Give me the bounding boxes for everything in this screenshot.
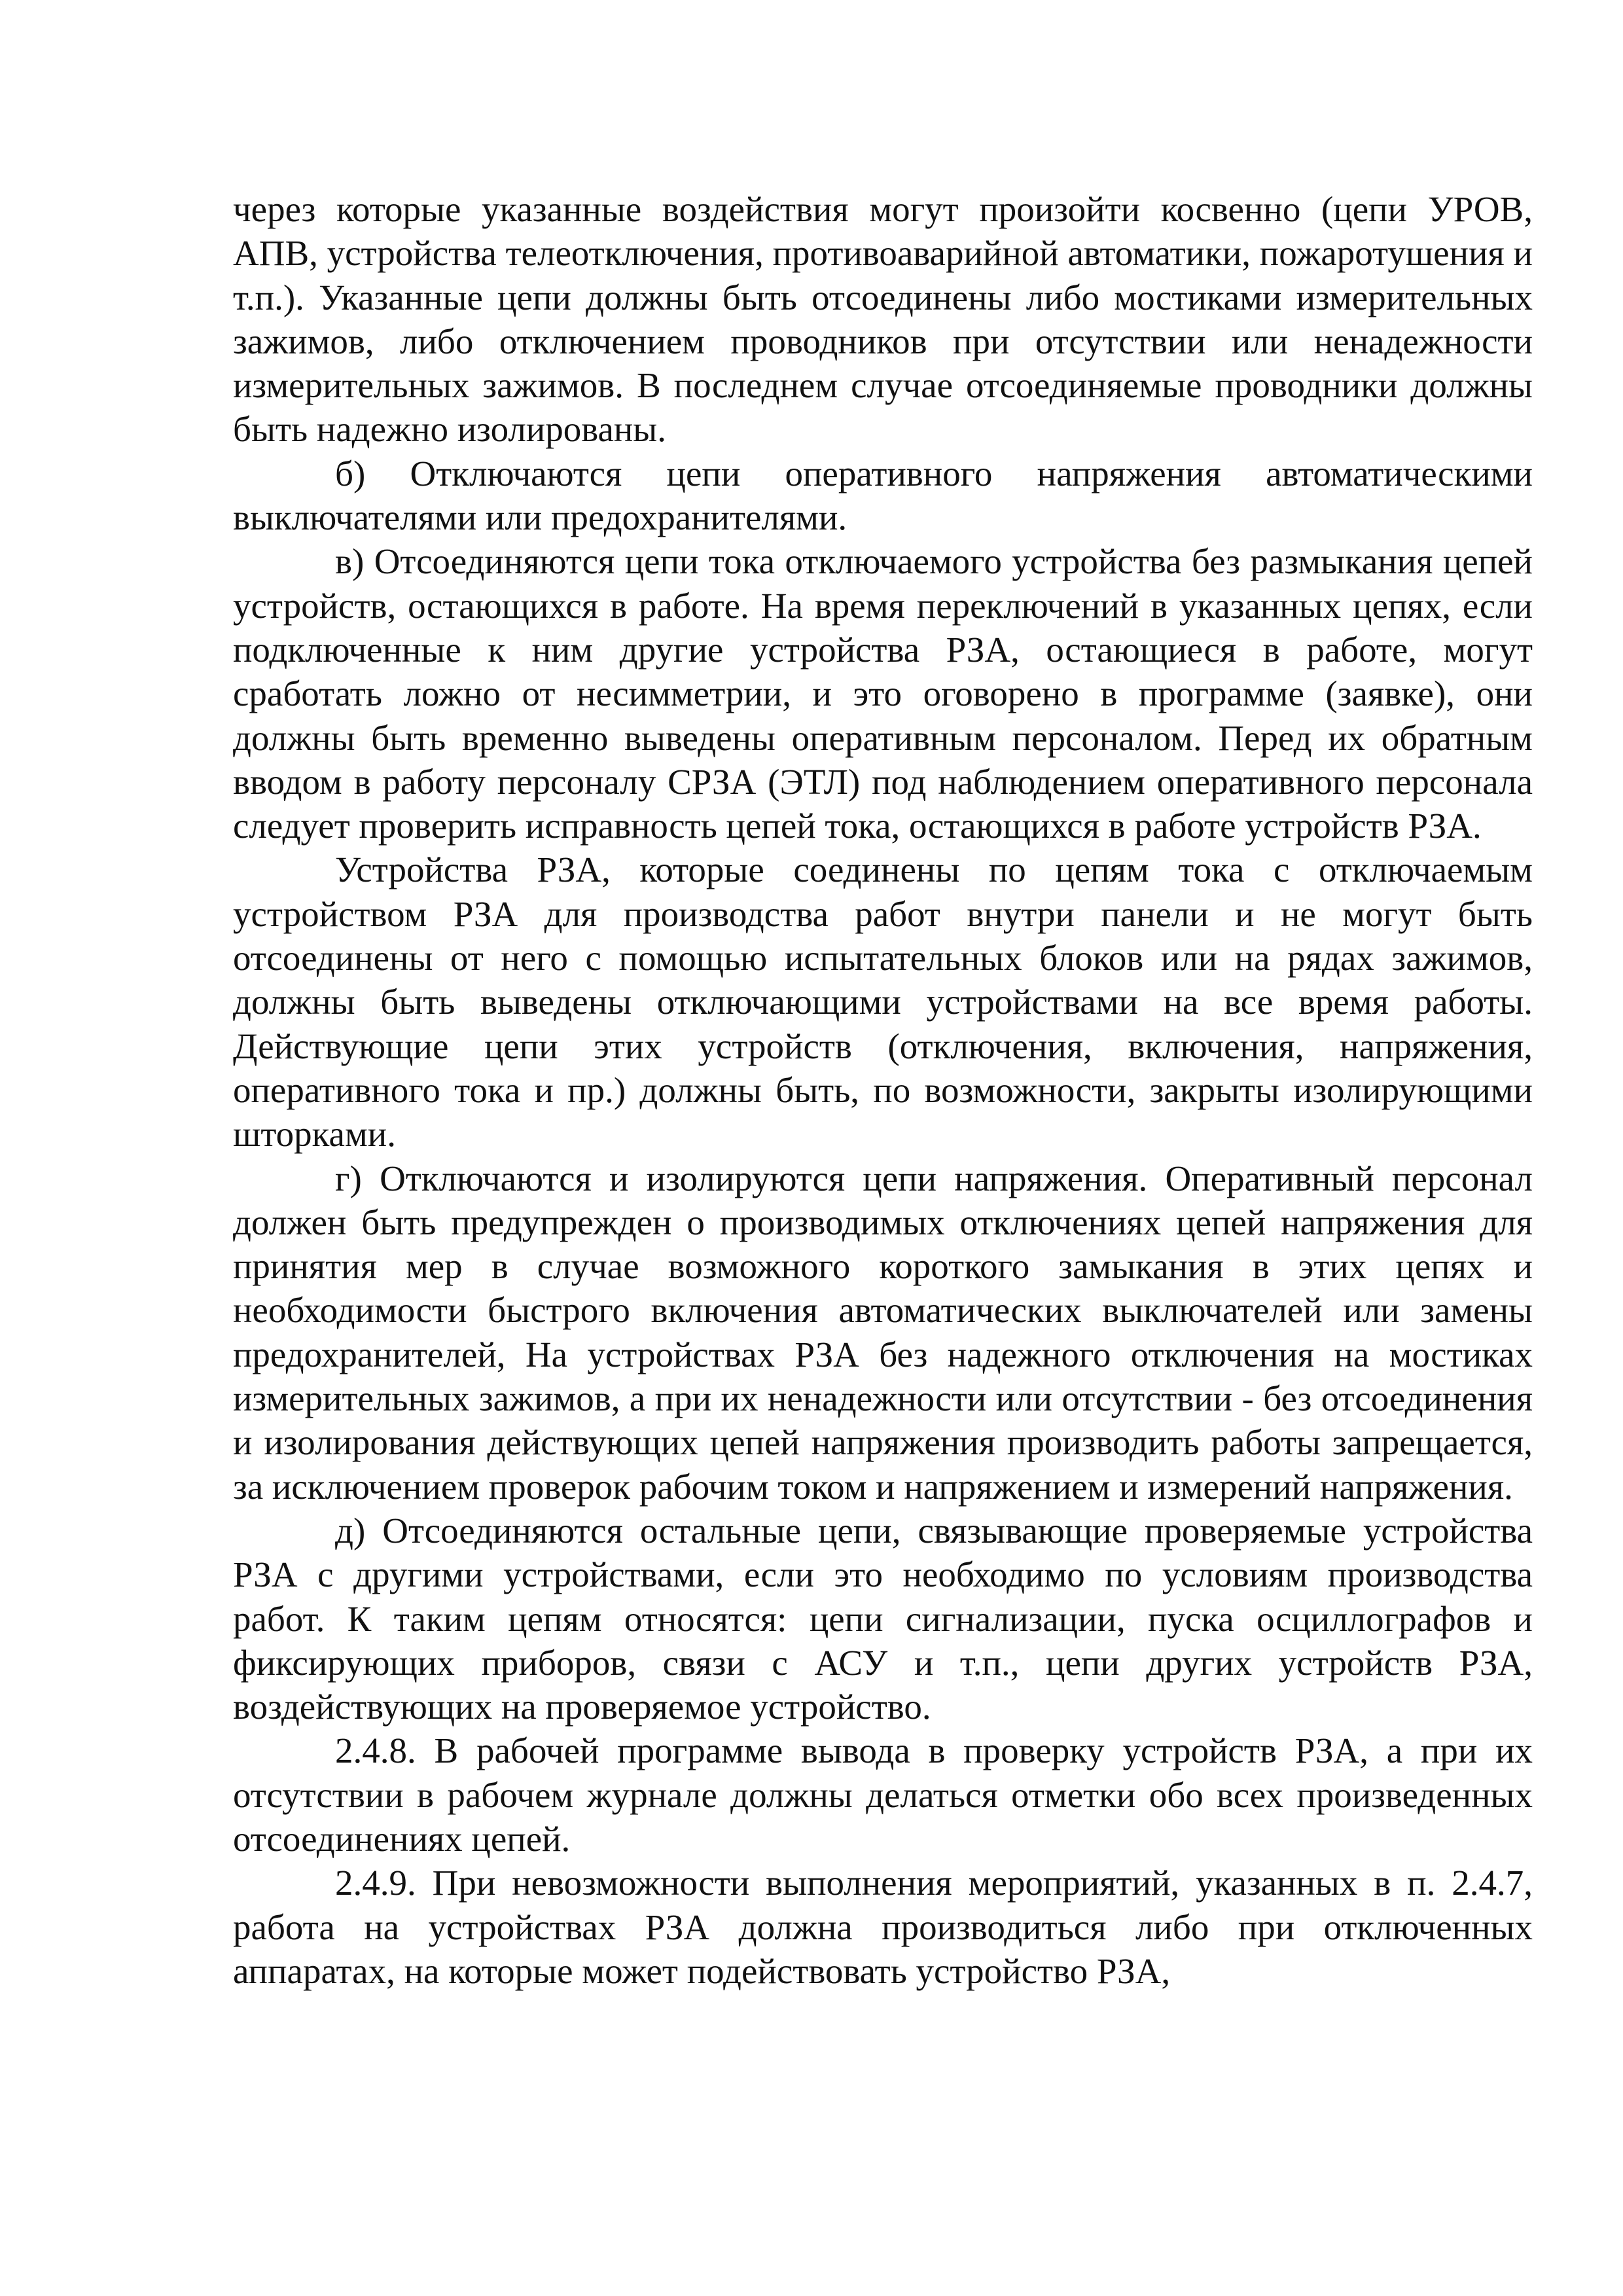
paragraph-rza-devices: Устройства РЗА, которые соединены по цепям тока с отключаемым устройством РЗА для производства работ внутри панели и не могут быть отсоединены от него с помощью испытательных блоков или на рядах зажимов, должны быть выведены отключающими устройствами на все время работы. Действующие цепи этих устройств (отключения, включения, напряжения, оперативного тока и пр.) должны быть, по возможности, закрыты изолирующими шторками. [233,850,1533,1155]
paragraph-v: в) Отсоединяются цепи тока отключаемого устройства без размыкания цепей устройств, остающихся в работе. На время переключений в указанных цепях, если подключенные к ним другие устройства РЗА, остающиеся в работе, могут сработать ложно от несимметрии, и это оговорено в программе (заявке), они должны быть временно выведены оперативным персоналом. Перед их обратным вводом в работу персоналу СРЗА (ЭТЛ) под наблюдением оперативного персонала следует проверить исправность цепей тока, остающихся в работе устройств РЗА. [233,541,1533,846]
document-body [233,187,1533,1993]
paragraph-g: г) Отключаются и изолируются цепи напряжения. Оперативный персонал должен быть предупрежден о производимых отключениях цепей напряжения для принятия мер в случае возможного короткого замыкания в этих цепях и необходимости быстрого включения автоматических выключателей или замены предохранителей, На устройствах РЗА без надежного отключения на мостиках измерительных зажимов, а при их ненадежности или отсутствии - без отсоединения и изолирования действующих цепей напряжения производить работы запрещается, за исключением проверок рабочим током и напряжением и измерений напряжения. [233,1158,1533,1507]
paragraph-continuation: через которые указанные воздействия могут произойти косвенно (цепи УРОВ, АПВ, устройства телеотключения, противоаварийной автоматики, пожаротушения и т.п.). Указанные цепи должны быть отсоединены либо мостиками измерительных зажимов, либо отключением проводников при отсутствии или ненадежности измерительных зажимов. В последнем случае отсоединяемые проводники должны быть надежно изолированы. [233,189,1533,450]
paragraph-2-4-9: 2.4.9. При невозможности выполнения мероприятий, указанных в п. 2.4.7, работа на устройствах РЗА должна производиться либо при отключенных аппаратах, на которые может подействовать устройство РЗА, [233,1863,1533,1991]
paragraph-b: б) Отключаются цепи оперативного напряжения автоматическими выключателями или предохранителями. [233,453,1533,538]
paragraph-d: д) Отсоединяются остальные цепи, связывающие проверяемые устройства РЗА с другими устройствами, если это необходимо по условиям производства работ. К таким цепям относятся: цепи сигнализации, пуска осциллографов и фиксирующих приборов, связи с АСУ и т.п., цепи других устройств РЗА, воздействующих на проверяемое устройство. [233,1510,1533,1727]
paragraph-2-4-8: 2.4.8. В рабочей программе вывода в проверку устройств РЗА, а при их отсутствии в рабочем журнале должны делаться отметки обо всех произведенных отсоединениях цепей. [233,1731,1533,1859]
